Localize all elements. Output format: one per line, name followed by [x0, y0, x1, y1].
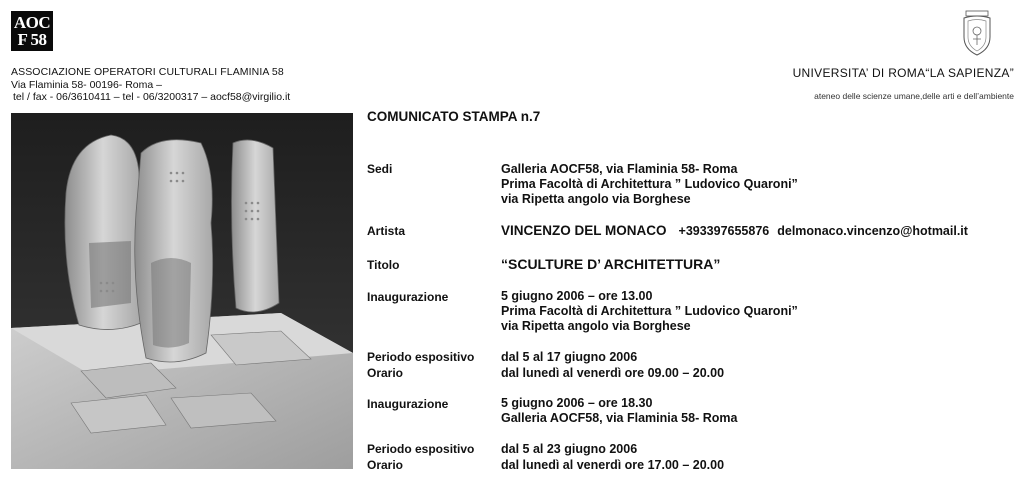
association-info: [11, 66, 290, 104]
sedi-line-1: Galleria AOCF58, via Flaminia 58- Roma: [501, 162, 738, 176]
inaugurazione-1-line-3: via Ripetta angolo via Borghese: [501, 319, 691, 333]
association-name: ASSOCIAZIONE OPERATORI CULTURALI FLAMINIA 58: [11, 66, 284, 78]
logo-line2: F 58: [17, 30, 47, 49]
artist-phone: +393397655876: [678, 224, 770, 238]
orario-2-label: Orario: [367, 458, 404, 472]
inaugurazione-1-line-2: Prima Facoltà di Architettura ” Ludovico Quaroni”: [501, 304, 798, 318]
university-seal-icon: [960, 9, 994, 57]
inaugurazione-2-line-1: 5 giugno 2006 – ore 18.30: [501, 396, 653, 410]
periodo-1-label: Periodo espositivo: [367, 350, 475, 364]
periodo-1-value: dal 5 al 17 giugno 2006: [501, 350, 638, 364]
artista-label: Artista: [367, 224, 406, 238]
artist-name: VINCENZO DEL MONACO: [501, 223, 667, 238]
titolo-label: Titolo: [367, 258, 400, 272]
artist-info: [501, 223, 968, 240]
press-release-title: COMUNICATO STAMPA n.7: [367, 109, 541, 124]
orario-1-value: dal lunedì al venerdì ore 09.00 – 20.00: [501, 366, 725, 380]
university-name: UNIVERSITA’ DI ROMA“LA SAPIENZA”: [792, 66, 1014, 80]
sedi-line-2: Prima Facoltà di Architettura ” Ludovico Quaroni”: [501, 177, 798, 191]
orario-2-value: dal lunedì al venerdì ore 17.00 – 20.00: [501, 458, 725, 472]
orario-1-label: Orario: [367, 366, 404, 380]
titolo-value: “SCULTURE D’ ARCHITETTURA”: [501, 256, 721, 272]
inaugurazione-2-label: Inaugurazione: [367, 397, 449, 411]
sedi-line-3: via Ripetta angolo via Borghese: [501, 192, 691, 206]
logo-line1: AOC: [13, 13, 51, 32]
association-contacts: tel / fax - 06/3610411 – tel - 06/3200317 – aocf58@virgilio.it: [13, 91, 291, 103]
association-address: Via Flaminia 58- 00196- Roma –: [11, 78, 162, 91]
artist-email: delmonaco.vincenzo@hotmail.it: [777, 224, 968, 238]
university-subtitle: ateneo delle scienze umane,delle arti e dell’ambiente: [814, 91, 1014, 101]
sedi-label: Sedi: [367, 162, 393, 176]
inaugurazione-1-line-1: 5 giugno 2006 – ore 13.00: [501, 289, 653, 303]
periodo-2-label: Periodo espositivo: [367, 442, 475, 456]
periodo-2-value: dal 5 al 23 giugno 2006: [501, 442, 638, 456]
inaugurazione-1-label: Inaugurazione: [367, 290, 449, 304]
aocf58-logo: [11, 11, 53, 51]
inaugurazione-2-line-2: Galleria AOCF58, via Flaminia 58- Roma: [501, 411, 738, 425]
sculpture-photo: [11, 113, 353, 469]
